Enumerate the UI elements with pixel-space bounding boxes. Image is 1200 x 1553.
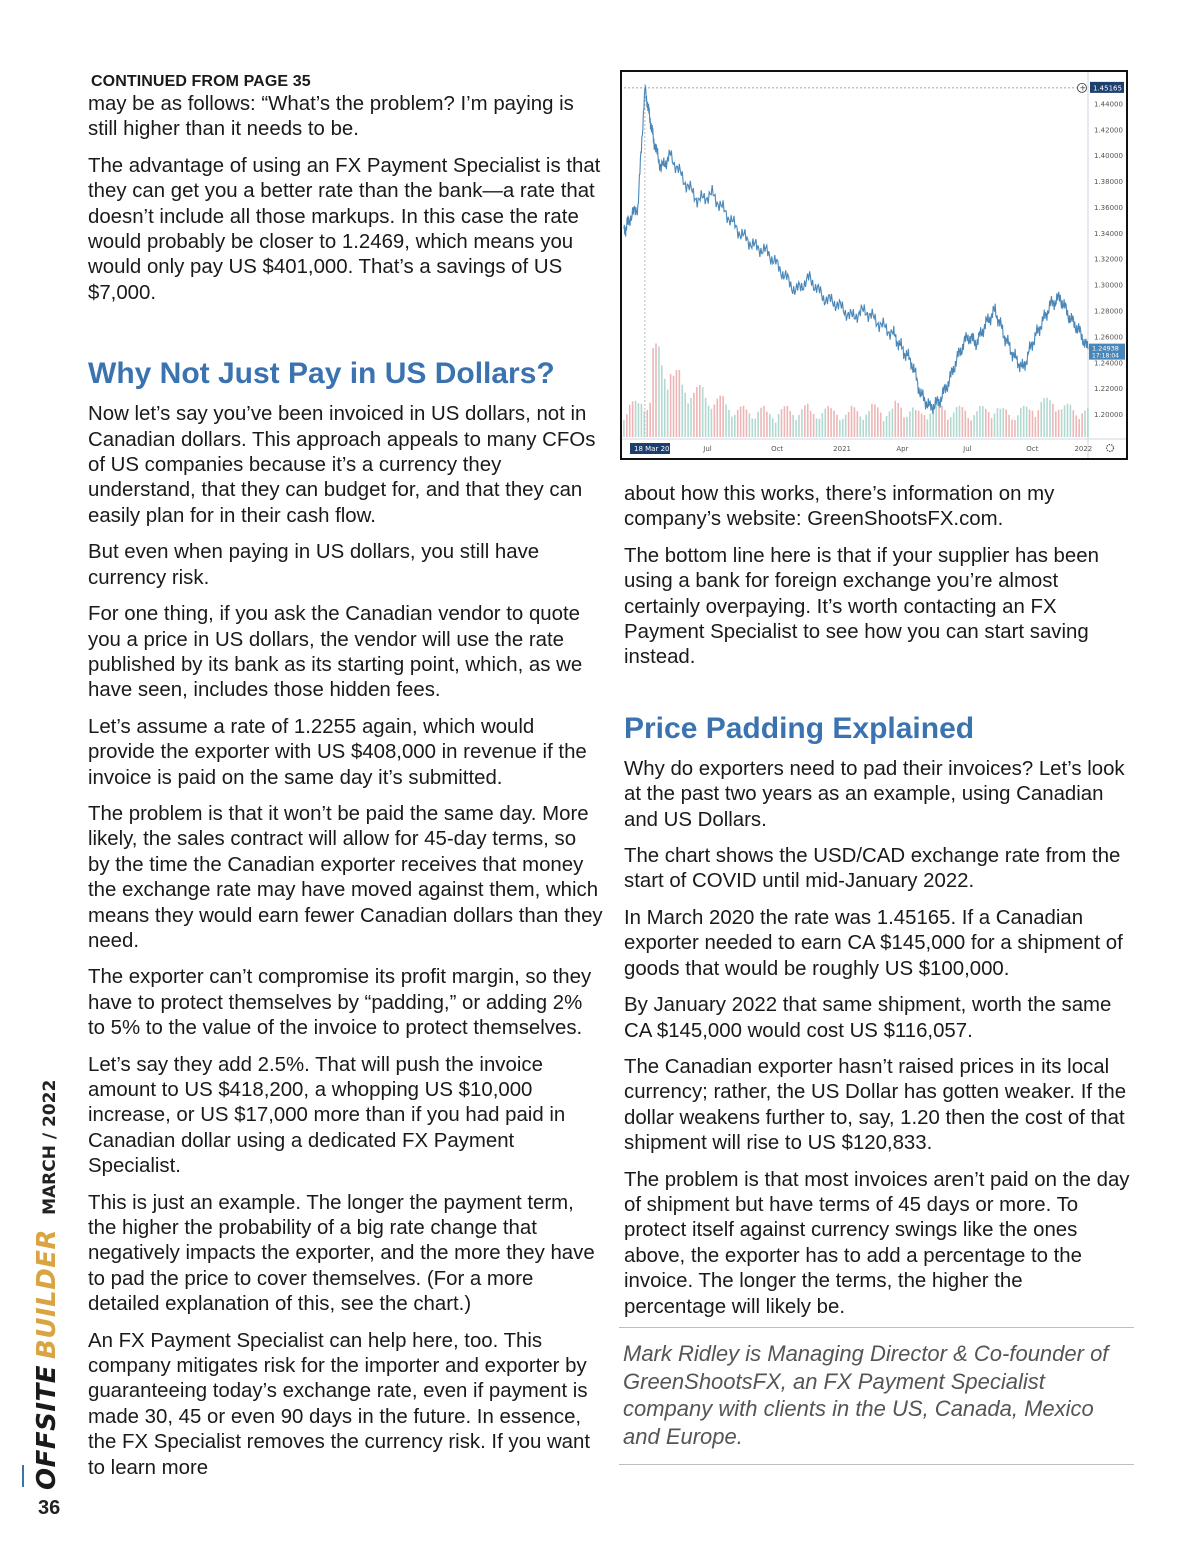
volume-bar [994,414,996,437]
volume-bar [649,403,651,437]
paragraph: The advantage of using an FX Payment Specialist is that they can get you a better rate than the bank—a rate that doesn’t include all those markups. In this case the rate would probably be closer to 1.2469, which means you would only pay US $401,000. That’s a savings of US $7,000. [88,154,601,304]
y-tick-label: 1.30000 [1094,281,1123,290]
volume-bar [1032,411,1034,437]
volume-bar [868,411,870,437]
volume-bar [912,408,914,437]
volume-bar [778,414,780,437]
volume-bar [652,348,654,437]
volume-bar [924,415,926,437]
y-tick-label: 1.42000 [1094,126,1123,135]
x-tick-label: 2022 [1074,445,1093,453]
page-number: 36 [38,1497,61,1519]
volume-bar [1073,410,1075,437]
volume-bar [638,403,640,437]
volume-bar [1043,398,1045,437]
volume-bar [1081,413,1083,437]
volume-bar [1087,408,1089,437]
volume-bar [687,403,689,437]
volume-bar [956,407,958,437]
start-date-label: 18 Mar 20 [634,445,670,453]
paragraph: An FX Payment Specialist can help here, too. This company mitigates risk for the importer and exporter by guaranteeing today’s exchange rate, even if payment is made 30, 45 or even 90 days in the future. In essence, the FX Specialist removes the currency risk. If you want to learn more [88,1329,591,1479]
brand-builder: BUILDER [32,1228,62,1359]
volume-bar [953,412,955,437]
paragraph: Why do exporters need to pad their invoices? Let’s look at the past two years as an example, using Canadian and US Dollars. [624,757,1125,831]
volume-bar [795,420,797,437]
volume-bar [798,415,800,437]
paragraph: Now let’s say you’ve been invoiced in US dollars, not in Canadian dollars. This approach appeals to many CFOs of US companies because it’s a currency they understand, that they can budget for, and that they can easily plan for in their cash flow. [88,403,596,527]
volume-bar [985,409,987,437]
volume-bar [830,408,832,437]
volume-bar [787,406,789,437]
volume-bar [848,412,850,437]
volume-bar [801,409,803,437]
volume-bar [845,415,847,437]
volume-bar [760,408,762,437]
author-bio: Mark Ridley is Managing Director & Co-founder of GreenShootsFX, an FX Payment Specialist company with clients in the US, Canada, Mexico and Europe. [623,1341,1109,1449]
volume-bar [699,385,701,437]
y-tick-label: 1.40000 [1094,152,1123,161]
volume-bar [702,387,704,437]
volume-bar [991,418,993,437]
volume-bar [851,406,853,437]
volume-bar [722,396,724,437]
volume-bar [775,423,777,437]
volume-bar [909,411,911,437]
gear-icon [1107,445,1114,452]
volume-bar [938,403,940,437]
volume-bar [1067,404,1069,437]
volume-bar [889,411,891,437]
volume-bar [921,414,923,437]
volume-bar [927,419,929,437]
paragraph: Let’s assume a rate of 1.2255 again, which would provide the exporter with US $408,000 in revenue if the invoice is paid on the same day it’s submitted. [88,715,587,789]
volume-bar [979,406,981,437]
volume-bar [883,421,885,437]
section-heading: Why Not Just Pay in US Dollars? [88,357,555,391]
x-tick-label: Jul [703,445,712,453]
volume-bar [903,417,905,437]
volume-bar [959,406,961,437]
volume-bar [892,409,894,437]
volume-bar [792,415,794,437]
volume-bar [997,408,999,437]
volume-bar [1005,409,1007,437]
volume-bar [874,404,876,437]
volume-bar [1035,417,1037,437]
y-tick-label: 1.20000 [1094,411,1123,420]
volume-bar [772,418,774,437]
volume-bar [970,420,972,437]
volume-bar [833,411,835,437]
volume-bar [1029,410,1031,437]
volume-bar [673,376,675,437]
volume-bar [696,387,698,437]
volume-bar [737,410,739,437]
x-tick-label: Oct [1026,445,1039,453]
author-bio-box [619,1327,1134,1465]
usd-cad-chart [620,70,1128,460]
paragraph: about how this works, there’s information on my company’s website: GreenShootsFX.com. [624,483,1055,531]
paragraph: The chart shows the USD/CAD exchange rate from the start of COVID until mid-January 2022. [624,845,1121,893]
volume-bar [1070,405,1072,437]
volume-bar [781,409,783,437]
volume-bar [900,408,902,437]
volume-bar [763,406,765,437]
volume-bar [749,413,751,437]
right-column [624,482,1130,1331]
volume-bar [935,403,937,437]
volume-bar [930,414,932,437]
paragraph: The bottom line here is that if your supplier has been using a bank for foreign exchange you’re almost certainly overpaying. It’s worth contacting an FX Payment Specialist to see how you can start saving instead. [624,544,1099,669]
volume-bar [810,411,812,437]
volume-bar [822,413,824,437]
volume-bar [839,420,841,437]
volume-bar [880,413,882,437]
paragraph: For one thing, if you ask the Canadian vendor to quote you a price in US dollars, the vendor will use the rate published by its bank as its starting point, which, as we have seen, includes those hidden fees. [88,603,583,702]
volume-bar [734,415,736,437]
volume-bar [1058,410,1060,437]
volume-bar [973,415,975,437]
volume-bar [1064,405,1066,437]
plus-icon-glyph: + [1079,83,1087,93]
paragraph: This is just an example. The longer the payment term, the higher the probability of a big rate change that negatively impacts the exporter, and the more they have to pad the price to cover themselves. (For a more detailed explanation of this, see the chart.) [88,1191,595,1316]
volume-bar [746,410,748,437]
issue-date: MARCH / 2022 [40,1079,60,1215]
volume-bar [906,417,908,437]
volume-bar [859,417,861,437]
volume-bar [1002,408,1004,437]
volume-bar [819,419,821,437]
volume-bar [982,406,984,437]
y-tick-label: 1.32000 [1094,255,1123,264]
volume-bar [976,411,978,437]
y-tick-label: 1.26000 [1094,333,1123,342]
price-series-line [624,85,1088,414]
volume-bar [670,374,672,437]
volume-bar [857,411,859,437]
volume-bar [725,404,727,437]
volume-bar [719,396,721,437]
volume-bar [1014,420,1016,437]
volume-bar [877,407,879,437]
volume-bar [632,401,634,437]
volume-bar [1061,409,1063,437]
paragraph: The problem is that it won’t be paid the same day. More likely, the sales contract will allow for 45-day terms, so by the time the Canadian exporter receives that money the exchange rate may have moved against them, which means they would earn fewer Canadian dollars than they need. [88,802,603,952]
volume-bar [1055,411,1057,437]
volume-bar [754,419,756,437]
top-price-label: 1.45165 [1093,84,1122,93]
volume-bar [684,393,686,437]
paragraph: By January 2022 that same shipment, worth the same CA $145,000 would cost US $116,057. [624,994,1112,1042]
x-tick-label: Jul [963,445,972,453]
volume-bar [1020,408,1022,437]
volume-bar [679,370,681,437]
volume-bar [941,405,943,437]
volume-bar [693,393,695,437]
volume-bar [714,404,716,437]
volume-bar [1052,404,1054,437]
paragraph: Let’s say they add 2.5%. That will push the invoice amount to US $418,200, a whopping US $10,000 increase, or US $17,000 more than if you had paid in Canadian dollar using a dedicated FX Payment Specialist. [88,1053,566,1178]
y-tick-label: 1.24000 [1094,359,1123,368]
y-tick-label: 1.44000 [1094,100,1123,109]
volume-bar [708,406,710,437]
volume-bar [1037,410,1039,437]
volume-bar [865,415,867,437]
volume-bar [1075,415,1077,437]
volume-bar [897,403,899,437]
publication-sidebar [32,1080,62,1490]
volume-bar [950,417,952,437]
volume-bar [635,401,637,437]
volume-bar [824,409,826,437]
volume-bar [623,420,625,437]
volume-bar [827,406,829,437]
volume-bar [784,406,786,437]
y-tick-label: 1.38000 [1094,178,1123,187]
last-price-label: 1.24938 [1092,344,1119,353]
section-heading: Price Padding Explained [624,711,975,745]
volume-bar [807,404,809,437]
volume-bar [842,419,844,437]
volume-bar [1008,415,1010,437]
last-time-label: 17:18:04 [1092,352,1119,360]
brand-offsite: OFFSITE [32,1364,62,1490]
y-tick-label: 1.36000 [1094,203,1123,212]
volume-bar [705,398,707,437]
volume-bar [1017,415,1019,437]
paragraph: In March 2020 the rate was 1.45165. If a Canadian exporter needed to earn CA $145,000 for a shipment of goods that would be roughly US $100,000. [624,906,1123,980]
volume-bar [664,379,666,437]
volume-bar [854,407,856,437]
continued-label: CONTINUED FROM PAGE 35 [91,73,311,90]
volume-bar [728,410,730,437]
paragraph: But even when paying in US dollars, you still have currency risk. [88,541,540,589]
paragraph: may be as follows: “What’s the problem? I’m paying is still higher than it needs to be. [88,93,574,141]
volume-bar [644,411,646,437]
volume-bar [743,406,745,437]
volume-bar [766,412,768,437]
volume-bar [836,415,838,437]
volume-bar [965,411,967,437]
volume-bar [740,407,742,437]
volume-bar [1040,402,1042,437]
volume-bar [804,405,806,437]
volume-bar [676,370,678,437]
volume-bar [681,385,683,437]
volume-bar [862,420,864,437]
volume-bar [816,418,818,437]
volume-bar [1023,406,1025,437]
volume-bar [629,405,631,437]
paragraph: The exporter can’t compromise its profit margin, so they have to protect themselves by “padding,” or adding 2% to 5% to the value of the invoice to protect themselves. [88,966,592,1040]
volume-bar [752,418,754,437]
volume-bar [757,412,759,437]
volume-bar [661,365,663,437]
x-tick-label: 2021 [833,445,851,453]
paragraph: The problem is that most invoices aren’t paid on the day of shipment but have terms of 45 days or more. To protect itself against currency swings like the ones above, the exporter has to add a percentage to the invoice. The longer the terms, the higher the percentage will likely be. [624,1168,1130,1318]
volume-bar [944,410,946,437]
x-tick-label: Apr [896,445,909,453]
volume-bar [871,404,873,437]
left-column [88,72,603,1492]
volume-bar [894,401,896,437]
sidebar-rule [22,1465,24,1487]
paragraph: The Canadian exporter hasn’t raised prices in its local currency; rather, the US Dollar has gotten weaker. If the dollar weakens further to, say, 1.20 then the cost of that shipment will rise to US $120,833. [624,1055,1127,1155]
volume-bar [667,390,669,437]
volume-bar [646,410,648,437]
volume-bar [716,399,718,437]
x-tick-label: Oct [771,445,784,453]
chart-svg [622,72,1126,458]
volume-bar [918,411,920,437]
volume-bar [988,412,990,437]
volume-bar [641,404,643,437]
volume-bar [1078,419,1080,437]
volume-bar [658,346,660,437]
volume-bar [813,414,815,437]
volume-bar [731,417,733,437]
y-tick-label: 1.34000 [1094,229,1123,238]
volume-bar [1011,420,1013,437]
volume-bar [711,409,713,437]
volume-bar [626,414,628,437]
volume-bar [655,343,657,437]
volume-bar [1046,398,1048,437]
volume-bar [1084,411,1086,437]
volume-bar [962,407,964,437]
volume-bar [1000,409,1002,437]
volume-bar [967,418,969,437]
volume-bar [947,420,949,437]
volume-bar [769,414,771,437]
volume-bar [1026,407,1028,437]
volume-bar [690,398,692,437]
y-tick-label: 1.28000 [1094,307,1123,316]
volume-bar [1049,400,1051,437]
volume-bar [789,411,791,437]
volume-bar [886,416,888,437]
y-tick-label: 1.22000 [1094,385,1123,394]
volume-bar [915,410,917,437]
